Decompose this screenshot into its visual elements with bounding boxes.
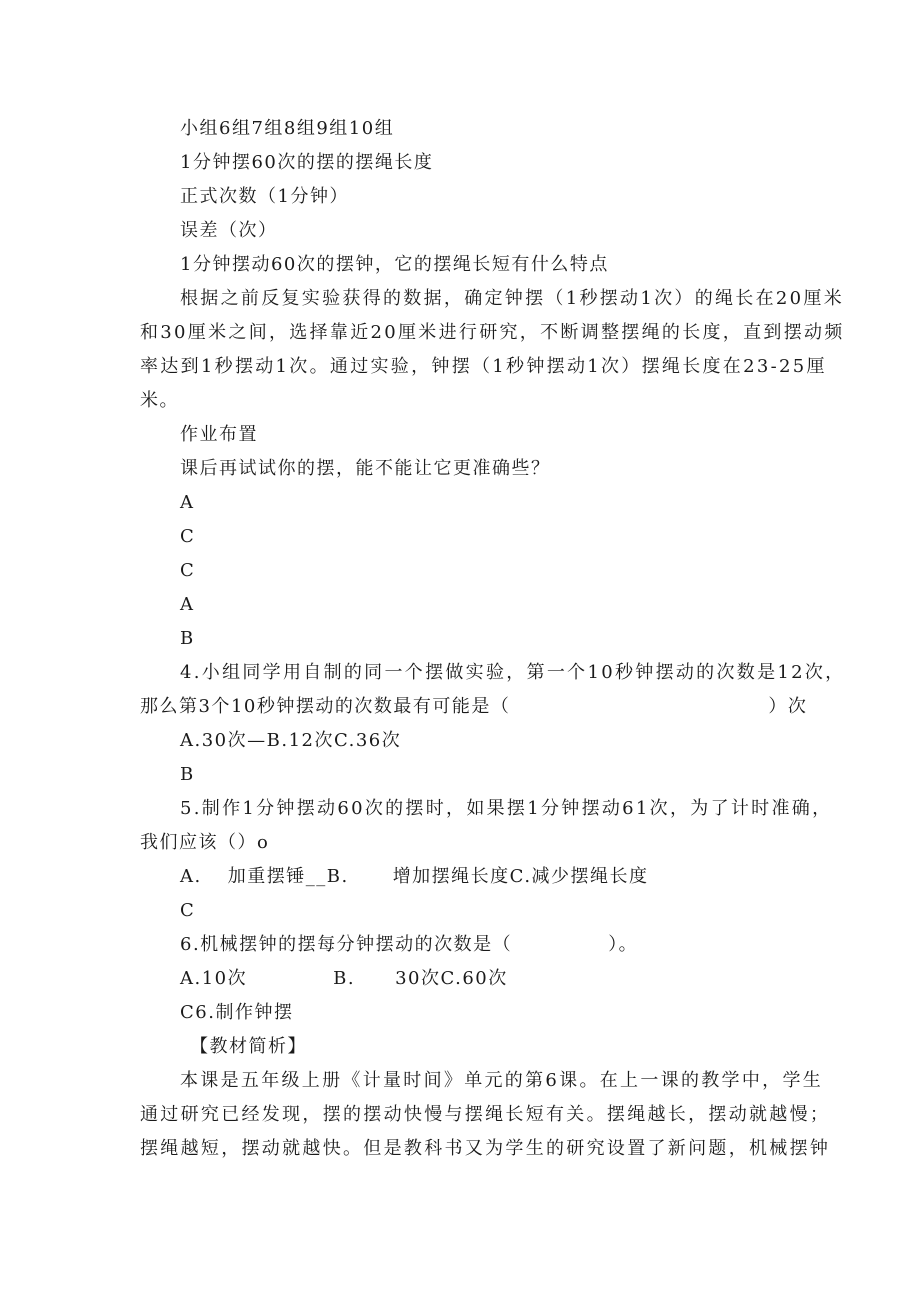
option-a: A.10次 [180, 968, 248, 989]
question-4-line-2 [140, 695, 807, 719]
option-b-c: 增加摆绳长度C.减少摆绳长度 [392, 866, 649, 887]
option-b: B. [333, 968, 356, 989]
question-6-options [180, 967, 508, 991]
question-4-answer: B [180, 764, 195, 785]
question-4-unit: ）次 [768, 696, 808, 717]
question-4-stem: 那么第3个10秒钟摆动的次数最有可能是（ [140, 696, 511, 717]
answer-line: A [180, 594, 195, 615]
error-label: 误差（次） [180, 220, 278, 241]
homework-question: 课后再试试你的摆，能不能让它更准确些？ [180, 458, 551, 479]
question-4-line-1: 4.小组同学用自制的同一个摆做实验，第一个10秒钟摆动的次数是12次， [180, 662, 846, 683]
question-5-options [180, 865, 649, 889]
answer-line: C [180, 526, 196, 547]
answer-line: B [180, 628, 195, 649]
question-5-line-2: 我们应该（）o [140, 832, 270, 853]
answer-line: A [180, 492, 195, 513]
question-6-answer-and-title: C6.制作钟摆 [180, 1002, 294, 1023]
question-5-answer: C [180, 900, 196, 921]
question-6-stem: 6.机械摆钟的摆每分钟摆动的次数是（ [180, 934, 513, 955]
section-heading: 【教材简析】 [190, 1036, 307, 1057]
group-header-line: 小组6组7组8组9组10组 [180, 118, 395, 139]
option-a: A. [180, 866, 202, 887]
paragraph-2-line-2: 通过研究已经发现，摆的摆动快慢与摆绳长短有关。摆绳越长，摆动就越慢； [140, 1104, 831, 1125]
paragraph-2-line-3: 摆绳越短，摆动就越快。但是教科书又为学生的研究设置了新问题，机械摆钟 [140, 1138, 831, 1159]
question-6-end: ）。 [608, 934, 639, 955]
formal-count-label: 正式次数（1分钟） [180, 186, 349, 207]
question-5-line-1: 5.制作1分钟摆动60次的摆时，如果摆1分钟摆动61次，为了计时准确， [180, 798, 833, 819]
question-4-options: A.30次—B.12次C.36次 [180, 730, 402, 751]
paragraph-1-line-2: 和30厘米之间，选择靠近20厘米进行研究，不断调整摆绳的长度，直到摆动频 [140, 322, 845, 343]
rope-length-label: 1分钟摆60次的摆的摆绳长度 [180, 152, 434, 173]
option-b-c: 30次C.60次 [395, 968, 508, 989]
option-a-b: 加重摆锤__B. [227, 866, 349, 887]
paragraph-1-line-4: 米。 [140, 390, 179, 411]
paragraph-1-line-1: 根据之前反复实验获得的数据，确定钟摆（1秒摆动1次）的绳长在20厘米 [180, 288, 845, 309]
paragraph-1-line-3: 率达到1秒摆动1次。通过实验，钟摆（1秒钟摆动1次）摆绳长度在23-25厘 [140, 356, 827, 377]
pendulum-question: 1分钟摆动60次的摆钟，它的摆绳长短有什么特点 [180, 254, 609, 275]
paragraph-2-line-1: 本课是五年级上册《计量时间》单元的第6课。在上一课的教学中，学生 [180, 1070, 824, 1091]
answer-line: C [180, 560, 196, 581]
question-6-line [180, 933, 638, 957]
homework-heading: 作业布置 [180, 424, 258, 445]
